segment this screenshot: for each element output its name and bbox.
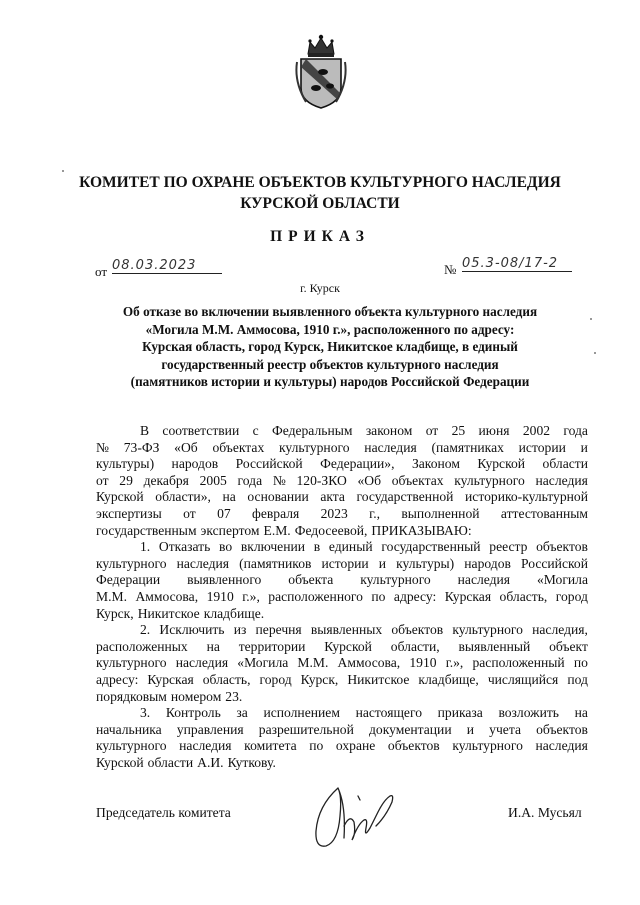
body-line: М.М. Аммосова, 1910 г.», расположенного по адресу: Курская область, город	[96, 588, 588, 604]
body-line: начальника управления разрешительной документации и учета объектов	[96, 721, 588, 737]
subject-line: государственный реестр объектов культурного наследия	[161, 356, 499, 372]
subject-line: (памятников истории и культуры) народов Российской Федерации	[130, 374, 530, 389]
body-line: № 73-ФЗ «Об объектах культурного наследия (памятниках истории и	[96, 439, 588, 455]
body-line: Федерации выявленного объекта культурного наследия «Могила	[96, 572, 588, 588]
order-date: 08.03.2023	[112, 258, 222, 274]
body-line: расположенных на территории Курской области, выявленный объект	[96, 638, 588, 654]
number-prefix: №	[444, 262, 457, 277]
subject-line: Курская область, город Курск, Никитское кладбище, в единый	[142, 339, 518, 354]
city: г. Курск	[300, 281, 340, 295]
signature-icon	[298, 776, 408, 858]
body-line: порядковым номером 23.	[96, 688, 243, 704]
order-title: ПРИКАЗ	[270, 228, 370, 245]
body-line: Курск, Никитское кладбище.	[96, 605, 265, 621]
body-line: Курской области», на основании акта государственной историко-культурной	[96, 489, 588, 505]
coat-of-arms-icon	[294, 32, 348, 110]
scan-speck	[594, 352, 596, 354]
date-prefix: от	[95, 264, 108, 279]
body-line: экспертизы от 07 февраля 2023 г., выполненной аттестованным	[96, 505, 588, 521]
body-line: государственным экспертом Е.М. Федосеевой, ПРИКАЗЫВАЮ:	[96, 522, 472, 538]
scan-speck	[62, 170, 64, 172]
body-line: культуры) народов Российской Федерации», Законом Курской области	[96, 456, 588, 472]
body-line: культурного наследия комитета по охране объектов культурного наследия	[96, 738, 588, 754]
body-line: культурного наследия «Могила М.М. Аммосова, 1910 г.», расположенный по	[96, 655, 588, 671]
order-body	[96, 423, 588, 771]
body-line: 2. Исключить из перечня выявленных объектов культурного наследия,	[140, 622, 588, 638]
committee-name-line1: КОМИТЕТ ПО ОХРАНЕ ОБЪЕКТОВ КУЛЬТУРНОГО НАСЛЕДИЯ	[79, 174, 561, 191]
subject-line: «Могила М.М. Аммосова, 1910 г.», расположенного по адресу:	[145, 321, 515, 337]
body-line: от 29 декабря 2005 года № 120-ЗКО «Об объектах культурного наследия	[96, 472, 588, 488]
body-line: Курской области А.И. Куткову.	[96, 754, 276, 770]
body-line: 3. Контроль за исполнением настоящего приказа возложить на	[140, 705, 588, 721]
order-number: 05.3-08/17-2	[462, 256, 572, 272]
chair-title: Председатель комитета	[96, 805, 231, 820]
body-line: адресу: Курская область, город Курск, Никитское кладбище, числящийся под	[96, 671, 588, 687]
body-line: культурного наследия (памятников истории и культуры) народов Российской	[96, 555, 588, 571]
order-subject	[80, 303, 580, 391]
chair-name: И.А. Мусьял	[508, 805, 582, 820]
body-line: В соответствии с Федеральным законом от 25 июня 2002 года	[140, 423, 588, 438]
scan-speck	[590, 318, 592, 320]
committee-name-line2: КУРСКОЙ ОБЛАСТИ	[240, 195, 400, 212]
subject-line: Об отказе во включении выявленного объекта культурного наследия	[122, 304, 538, 319]
body-line: 1. Отказать во включении в единый государственный реестр объектов	[140, 539, 588, 555]
